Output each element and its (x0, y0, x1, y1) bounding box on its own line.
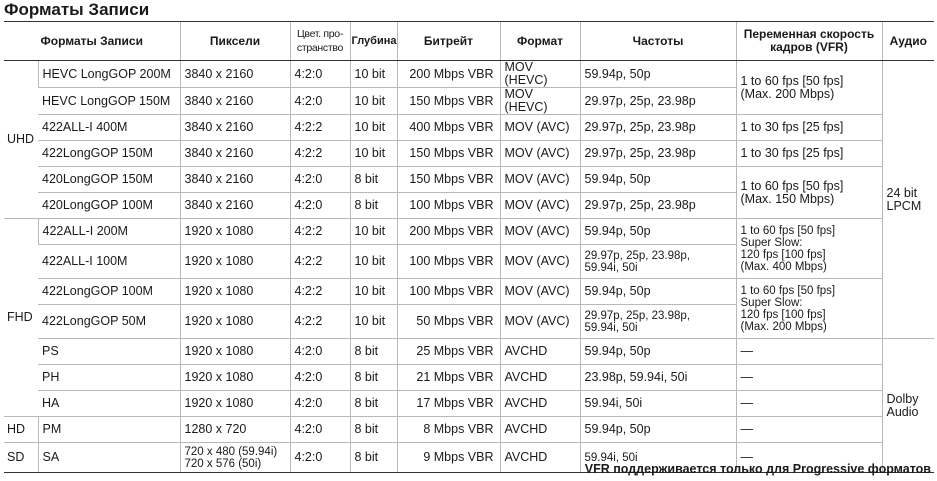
color-space-cell: 4:2:0 (290, 88, 350, 115)
vfr-cell: 1 to 60 fps [50 fps] (Max. 200 Mbps) (736, 61, 882, 115)
group-sd-label: SD (4, 443, 38, 473)
color-space-cell: 4:2:2 (290, 219, 350, 245)
frequencies-cell: 59.94p, 50p (580, 61, 736, 88)
bitrate-cell: 100 Mbps VBR (397, 279, 500, 305)
frequencies-cell: 29.97p, 25p, 23.98p (580, 88, 736, 115)
frequencies-cell: 29.97p, 25p, 23.98p, 59.94i, 50i (580, 245, 736, 279)
table-row (4, 365, 934, 391)
color-space-cell: 4:2:2 (290, 279, 350, 305)
format-cell: 422ALL-I 100M (38, 245, 180, 279)
frequencies-cell: 59.94p, 50p (580, 219, 736, 245)
container-cell: MOV (HEVC) (500, 61, 580, 88)
group-fhd-label: FHD (4, 219, 38, 417)
pixels-cell: 3840 x 2160 (180, 88, 290, 115)
color-space-cell: 4:2:0 (290, 61, 350, 88)
frequencies-cell: 59.94p, 50p (580, 167, 736, 193)
color-space-cell: 4:2:0 (290, 417, 350, 443)
pixels-cell: 1920 x 1080 (180, 391, 290, 417)
bitrate-cell: 21 Mbps VBR (397, 365, 500, 391)
pixels-cell: 1920 x 1080 (180, 305, 290, 339)
frequencies-cell: 59.94p, 50p (580, 279, 736, 305)
color-space-cell: 4:2:0 (290, 365, 350, 391)
audio-dolby-cell: Dolby Audio (882, 339, 934, 473)
frequencies-cell: 29.97p, 25p, 23.98p (580, 115, 736, 141)
container-cell: MOV (AVC) (500, 141, 580, 167)
bitrate-cell: 25 Mbps VBR (397, 339, 500, 365)
depth-cell: 8 bit (350, 365, 397, 391)
depth-cell: 8 bit (350, 417, 397, 443)
container-cell: MOV (AVC) (500, 279, 580, 305)
format-cell: 422LongGOP 150M (38, 141, 180, 167)
pixels-cell: 1280 x 720 (180, 417, 290, 443)
vfr-cell: 1 to 30 fps [25 fps] (736, 141, 882, 167)
container-cell: AVCHD (500, 339, 580, 365)
depth-cell: 8 bit (350, 193, 397, 219)
pixels-cell: 1920 x 1080 (180, 339, 290, 365)
depth-cell: 10 bit (350, 61, 397, 88)
bitrate-cell: 100 Mbps VBR (397, 245, 500, 279)
color-space-cell: 4:2:0 (290, 443, 350, 473)
bitrate-cell: 150 Mbps VBR (397, 167, 500, 193)
container-cell: MOV (AVC) (500, 305, 580, 339)
frequencies-cell: 29.97p, 25p, 23.98p (580, 193, 736, 219)
table-row (4, 339, 934, 365)
bitrate-cell: 9 Mbps VBR (397, 443, 500, 473)
depth-cell: 10 bit (350, 141, 397, 167)
frequencies-cell: 59.94i, 50i (580, 443, 736, 473)
vfr-cell: — (736, 391, 882, 417)
vfr-cell: 1 to 60 fps [50 fps] Super Slow: 120 fps [100 fps] (Max. 200 Mbps) (736, 279, 882, 339)
frequencies-cell: 23.98p, 59.94i, 50i (580, 365, 736, 391)
vfr-cell: — (736, 443, 882, 473)
header-container: Формат (500, 22, 580, 61)
depth-cell: 8 bit (350, 443, 397, 473)
pixels-cell: 1920 x 1080 (180, 245, 290, 279)
bitrate-cell: 17 Mbps VBR (397, 391, 500, 417)
container-cell: AVCHD (500, 417, 580, 443)
depth-cell: 8 bit (350, 167, 397, 193)
pixels-cell: 720 x 480 (59.94i) 720 x 576 (50i) (180, 443, 290, 473)
header-frequencies: Частоты (580, 22, 736, 61)
depth-cell: 8 bit (350, 391, 397, 417)
header-row (4, 22, 934, 61)
color-space-cell: 4:2:0 (290, 193, 350, 219)
header-depth: Глубина (350, 22, 397, 61)
color-space-cell: 4:2:0 (290, 339, 350, 365)
container-cell: MOV (AVC) (500, 167, 580, 193)
table-row (4, 391, 934, 417)
frequencies-cell: 59.94p, 50p (580, 417, 736, 443)
color-space-cell: 4:2:2 (290, 245, 350, 279)
format-cell: PS (38, 339, 180, 365)
pixels-cell: 3840 x 2160 (180, 61, 290, 88)
vfr-cell: 1 to 60 fps [50 fps] Super Slow: 120 fps [100 fps] (Max. 400 Mbps) (736, 219, 882, 279)
depth-cell: 10 bit (350, 115, 397, 141)
page-title: Форматы Записи (4, 0, 150, 19)
vfr-cell: 1 to 60 fps [50 fps] (Max. 150 Mbps) (736, 167, 882, 219)
header-audio: Аудио (882, 22, 934, 61)
table-row (4, 279, 934, 305)
depth-cell: 10 bit (350, 305, 397, 339)
table-row (4, 141, 934, 167)
bitrate-cell: 8 Mbps VBR (397, 417, 500, 443)
format-cell: SA (38, 443, 180, 473)
pixels-cell: 1920 x 1080 (180, 365, 290, 391)
container-cell: MOV (AVC) (500, 115, 580, 141)
pixels-cell: 3840 x 2160 (180, 141, 290, 167)
frequencies-cell: 29.97p, 25p, 23.98p (580, 141, 736, 167)
container-cell: MOV (HEVC) (500, 88, 580, 115)
table-row (4, 167, 934, 193)
depth-cell: 10 bit (350, 219, 397, 245)
footnote: VFR поддерживается только для Progressive форматов (584, 462, 931, 476)
format-cell: 420LongGOP 150M (38, 167, 180, 193)
header-vfr: Переменная скорость кадров (VFR) (736, 22, 882, 61)
format-cell: 422LongGOP 100M (38, 279, 180, 305)
pixels-cell: 3840 x 2160 (180, 193, 290, 219)
group-hd-label: HD (4, 417, 38, 443)
depth-cell: 8 bit (350, 339, 397, 365)
table-row (4, 219, 934, 245)
bitrate-cell: 400 Mbps VBR (397, 115, 500, 141)
group-uhd-label: UHD (4, 61, 38, 219)
format-cell: PM (38, 417, 180, 443)
frequencies-cell: 59.94p, 50p (580, 339, 736, 365)
container-cell: AVCHD (500, 365, 580, 391)
bitrate-cell: 200 Mbps VBR (397, 219, 500, 245)
format-cell: HEVC LongGOP 150M (38, 88, 180, 115)
vfr-cell: — (736, 417, 882, 443)
color-space-cell: 4:2:0 (290, 391, 350, 417)
audio-lpcm-cell: 24 bit LPCM (882, 61, 934, 339)
container-cell: AVCHD (500, 443, 580, 473)
frequencies-cell: 29.97p, 25p, 23.98p, 59.94i, 50i (580, 305, 736, 339)
header-format: Форматы Записи (4, 22, 180, 61)
color-space-cell: 4:2:2 (290, 141, 350, 167)
container-cell: AVCHD (500, 391, 580, 417)
depth-cell: 10 bit (350, 88, 397, 115)
pixels-cell: 1920 x 1080 (180, 279, 290, 305)
format-cell: 420LongGOP 100M (38, 193, 180, 219)
depth-cell: 10 bit (350, 279, 397, 305)
vfr-cell: — (736, 339, 882, 365)
container-cell: MOV (AVC) (500, 245, 580, 279)
format-cell: HEVC LongGOP 200M (38, 61, 180, 88)
container-cell: MOV (AVC) (500, 193, 580, 219)
bitrate-cell: 150 Mbps VBR (397, 141, 500, 167)
bitrate-cell: 50 Mbps VBR (397, 305, 500, 339)
frequencies-cell: 59.94i, 50i (580, 391, 736, 417)
color-space-cell: 4:2:2 (290, 305, 350, 339)
depth-cell: 10 bit (350, 245, 397, 279)
header-pixels: Пиксели (180, 22, 290, 61)
color-space-cell: 4:2:0 (290, 167, 350, 193)
bitrate-cell: 150 Mbps VBR (397, 88, 500, 115)
pixels-cell: 1920 x 1080 (180, 219, 290, 245)
format-cell: HA (38, 391, 180, 417)
format-cell: PH (38, 365, 180, 391)
pixels-cell: 3840 x 2160 (180, 167, 290, 193)
table-row (4, 61, 934, 88)
table-row (4, 417, 934, 443)
format-cell: 422LongGOP 50M (38, 305, 180, 339)
recording-formats-table (4, 21, 934, 473)
format-cell: 422ALL-I 200M (38, 219, 180, 245)
color-space-cell: 4:2:2 (290, 115, 350, 141)
bitrate-cell: 100 Mbps VBR (397, 193, 500, 219)
container-cell: MOV (AVC) (500, 219, 580, 245)
format-cell: 422ALL-I 400M (38, 115, 180, 141)
header-bitrate: Битрейт (397, 22, 500, 61)
header-color-space: Цвет. про- странство (290, 22, 350, 61)
vfr-cell: — (736, 365, 882, 391)
vfr-cell: 1 to 30 fps [25 fps] (736, 115, 882, 141)
table-row (4, 115, 934, 141)
bitrate-cell: 200 Mbps VBR (397, 61, 500, 88)
pixels-cell: 3840 x 2160 (180, 115, 290, 141)
